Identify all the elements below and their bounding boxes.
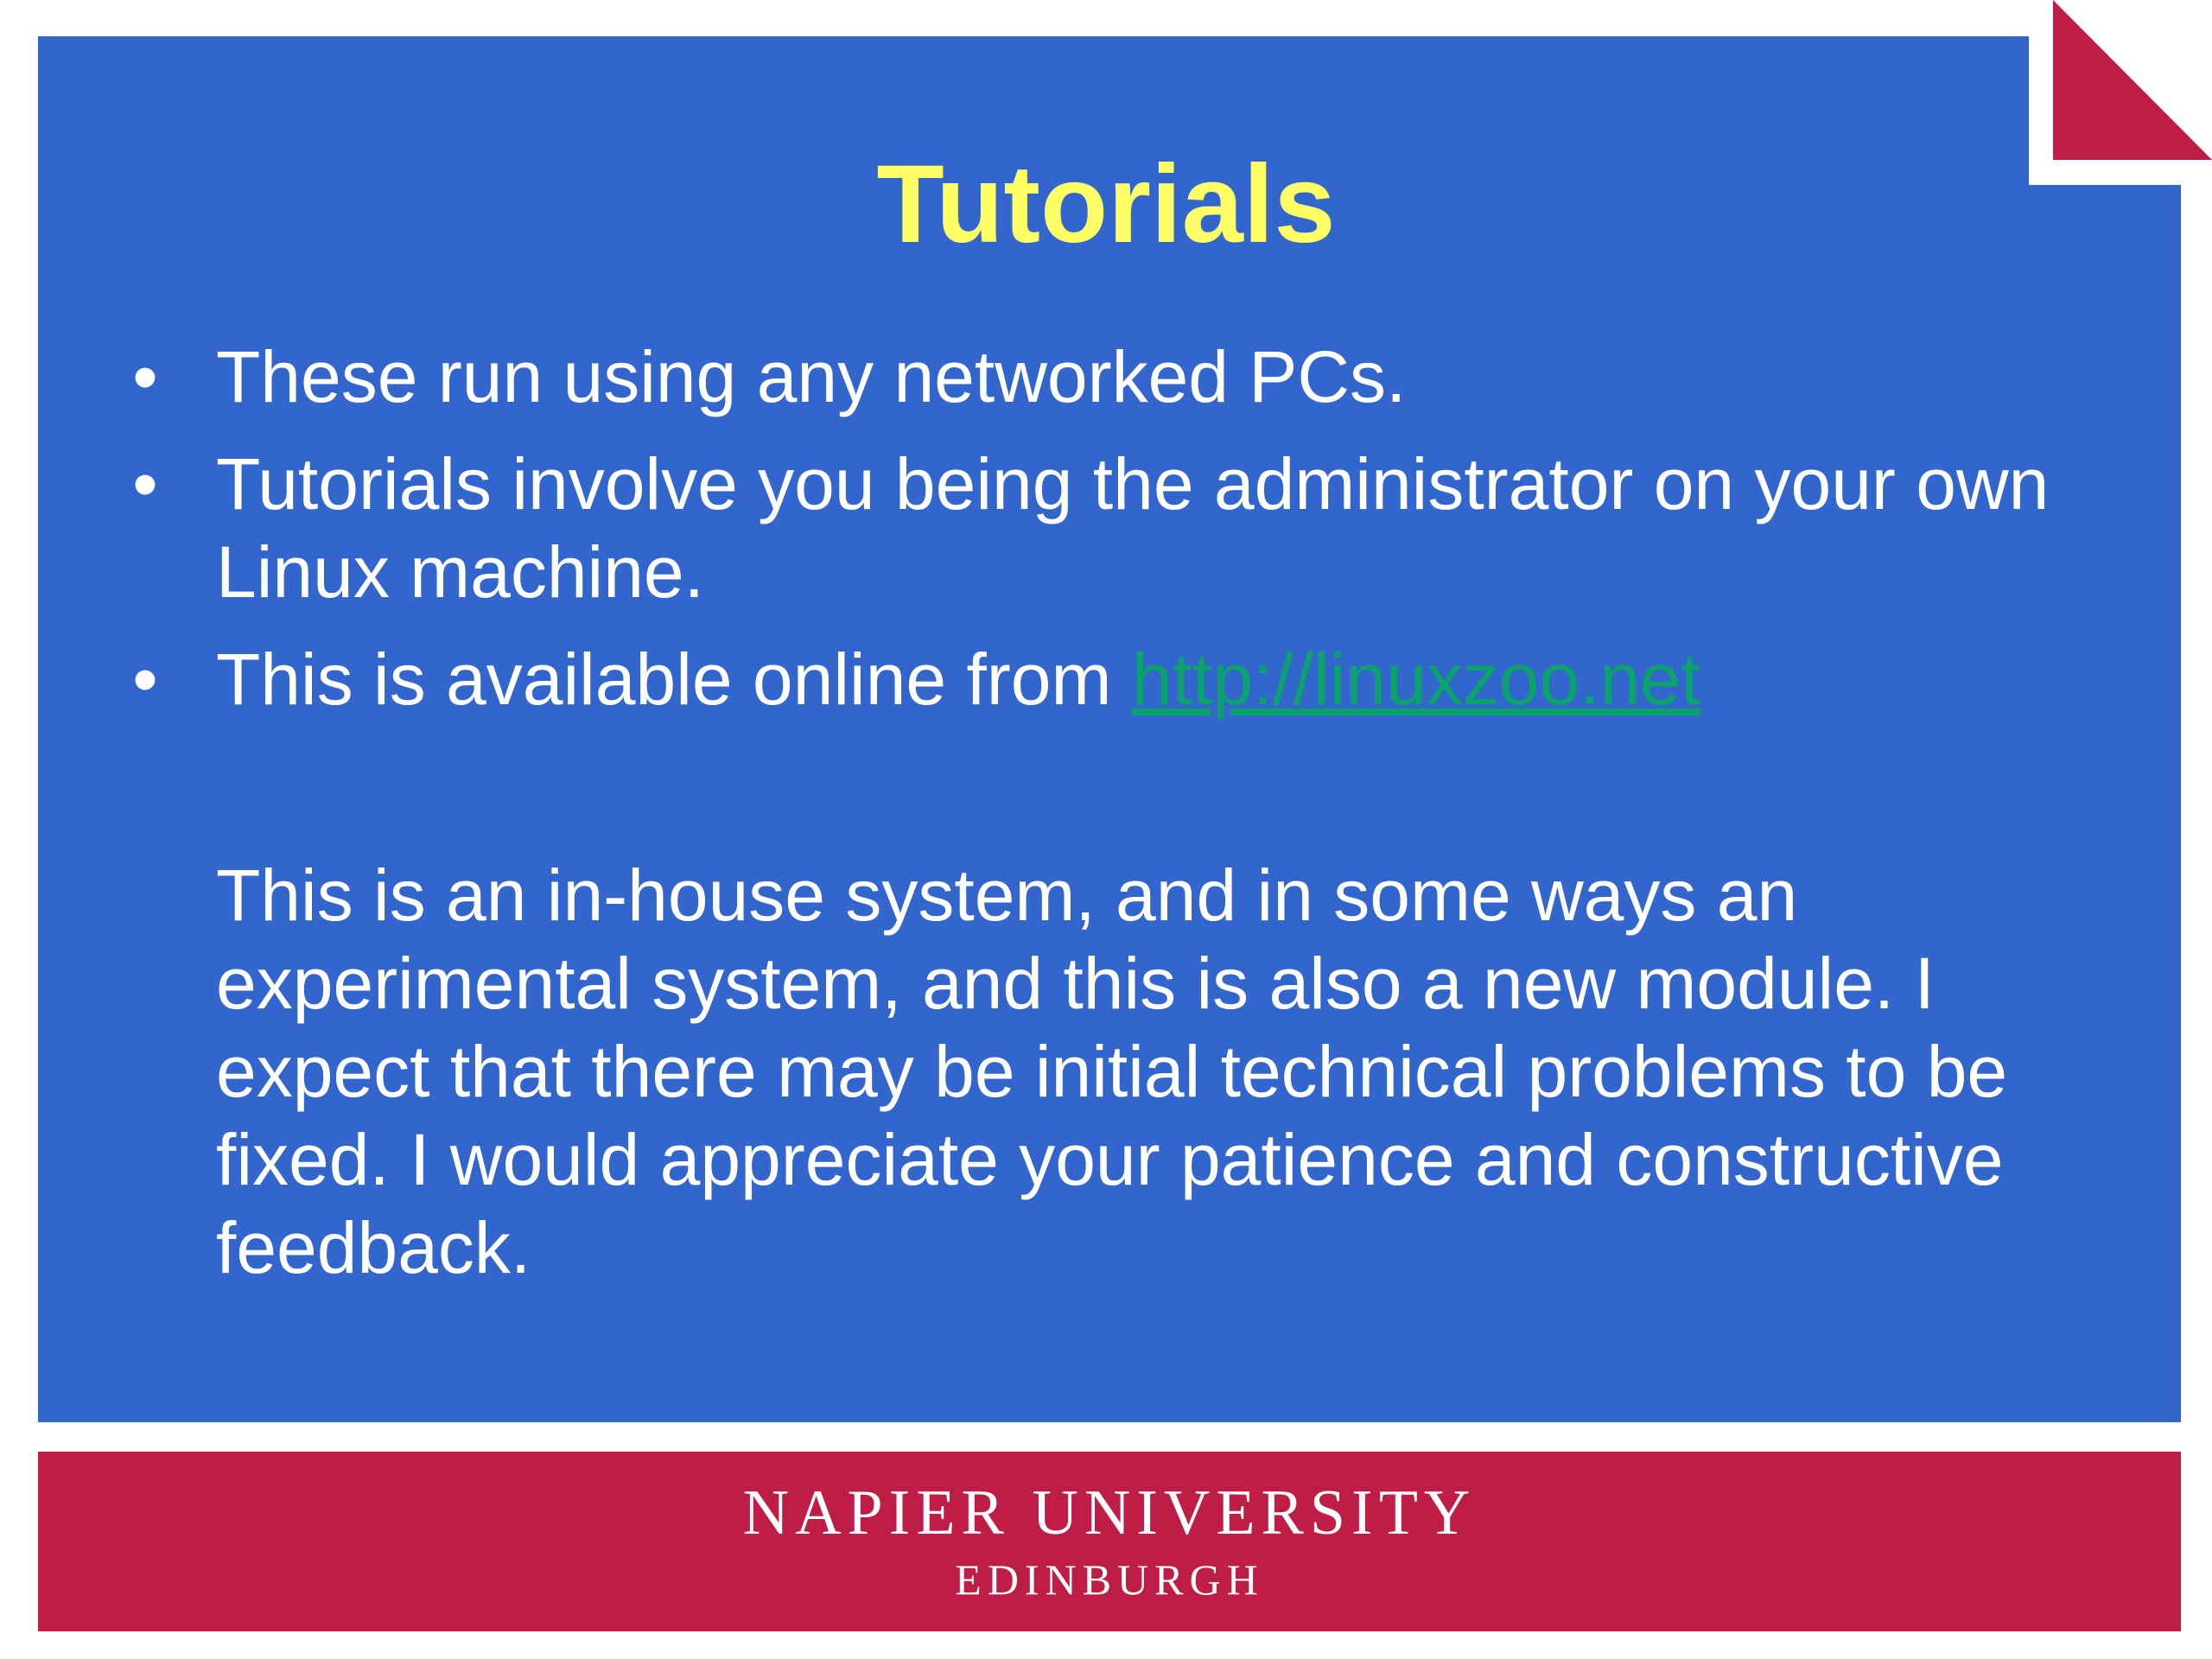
bullet-marker: • — [132, 336, 158, 417]
bullet-item — [128, 635, 2072, 723]
university-city: EDINBURGH — [955, 1555, 1264, 1604]
bullet-item — [128, 440, 2072, 616]
note-paragraph: This is an in-house system, and in some ways an experimental system, and this is also a new module. I expect that there may be initial technical problems to be fixed. I would appreciate your patience and constructive feedback. — [216, 855, 2008, 1288]
footer-band — [38, 1452, 2181, 1631]
bullet-item — [128, 333, 2072, 421]
linuxzoo-link[interactable]: http://linuxzoo.net — [1131, 639, 1701, 720]
university-name: NAPIER UNIVERSITY — [742, 1478, 1477, 1548]
bullet-marker: • — [132, 639, 158, 720]
slide-title: Tutorials — [876, 143, 1336, 266]
bullet-text: Tutorials involve you being the administrator on your own Linux machine. — [216, 443, 2050, 613]
bullet-text: These run using any networked PCs. — [216, 336, 1407, 417]
bullet-marker: • — [132, 443, 158, 524]
bullet-list — [128, 333, 2072, 742]
bullet-text: This is available online from — [216, 639, 1132, 720]
